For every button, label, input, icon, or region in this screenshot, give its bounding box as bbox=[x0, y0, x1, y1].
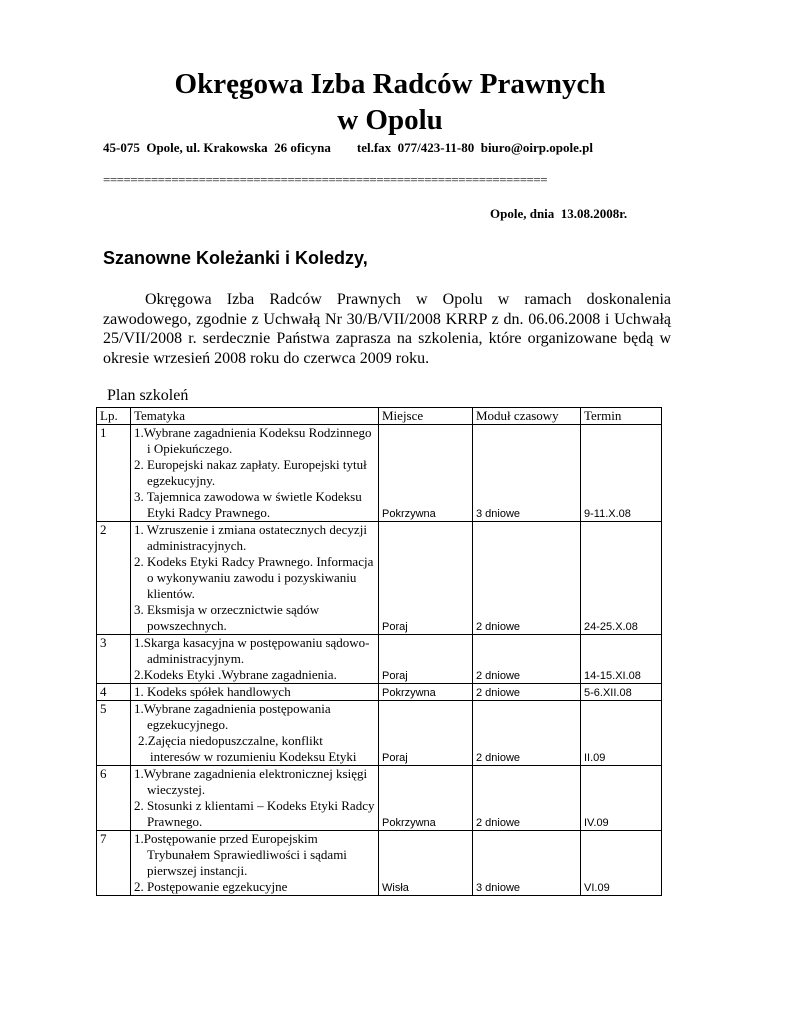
table-header-row bbox=[97, 408, 662, 425]
row-place: Wisła bbox=[379, 831, 473, 896]
row-topics bbox=[131, 522, 379, 635]
org-title-line2: w Opolu bbox=[337, 104, 443, 136]
row-place: Pokrzywna bbox=[379, 684, 473, 701]
row-lp: 5 bbox=[97, 701, 131, 766]
header-duration: Moduł czasowy bbox=[473, 408, 581, 425]
training-plan-table bbox=[96, 407, 662, 896]
topic-item: 1.Wybrane zagadnienia Kodeksu Rodzinnego i Opiekuńczego. bbox=[134, 425, 372, 456]
row-date: 9-11.X.08 bbox=[581, 425, 662, 522]
row-date: II.09 bbox=[581, 701, 662, 766]
org-title-line1: Okręgowa Izba Radców Prawnych bbox=[174, 68, 606, 100]
row-date: 24-25.X.08 bbox=[581, 522, 662, 635]
table-row bbox=[97, 425, 662, 522]
row-duration: 2 dniowe bbox=[473, 635, 581, 684]
row-topics bbox=[131, 766, 379, 831]
row-date: VI.09 bbox=[581, 831, 662, 896]
topic-item: 2.Kodeks Etyki .Wybrane zagadnienia. bbox=[134, 667, 337, 682]
row-duration: 3 dniowe bbox=[473, 831, 581, 896]
row-lp: 6 bbox=[97, 766, 131, 831]
row-duration: 2 dniowe bbox=[473, 766, 581, 831]
topic-item: 1.Skarga kasacyjna w postępowaniu sądowo-administracyjnym. bbox=[134, 635, 370, 666]
plan-title: Plan szkoleń bbox=[107, 387, 189, 404]
topic-item: 1. Kodeks spółek handlowych bbox=[134, 684, 291, 699]
topic-item: 1.Postępowanie przed Europejskim Trybunałem Sprawiedliwości i sądami pierwszej instancji. bbox=[134, 831, 347, 878]
topic-item: 3. Tajemnica zawodowa w świetle Kodeksu Etyki Radcy Prawnego. bbox=[134, 489, 362, 520]
row-date: 5-6.XII.08 bbox=[581, 684, 662, 701]
header-date: Termin bbox=[581, 408, 662, 425]
row-duration: 2 dniowe bbox=[473, 522, 581, 635]
topic-item: 2. Kodeks Etyki Radcy Prawnego. Informacja o wykonywaniu zawodu i pozyskiwaniu klientów. bbox=[134, 554, 374, 601]
row-place: Poraj bbox=[379, 701, 473, 766]
topic-item: 1.Wybrane zagadnienia postępowania egzekucyjnego. bbox=[134, 701, 331, 732]
topic-item: 2.Zajęcia niedopuszczalne, konflikt interesów w rozumieniu Kodeksu Etyki bbox=[138, 733, 357, 764]
letter-date: Opole, dnia 13.08.2008r. bbox=[490, 206, 628, 221]
row-duration: 2 dniowe bbox=[473, 684, 581, 701]
row-lp: 7 bbox=[97, 831, 131, 896]
header-place: Miejsce bbox=[379, 408, 473, 425]
letter-body: Okręgowa Izba Radców Prawnych w Opolu w ramach doskonalenia zawodowego, zgodnie z Uchwałą Nr 30/B/VII/2008 KRRP z dn. 06.06.2008 i Uchwałą 25/VII/2008 r. serdecznie Państwa zaprasza na szkolenia, które organizowane będą w okresie wrzesień 2008 roku do czerwca 2009 roku. bbox=[103, 291, 671, 367]
row-place: Poraj bbox=[379, 522, 473, 635]
row-place: Pokrzywna bbox=[379, 425, 473, 522]
row-topics bbox=[131, 635, 379, 684]
separator-line: ================================================================= bbox=[103, 172, 548, 187]
row-duration: 3 dniowe bbox=[473, 425, 581, 522]
row-topics bbox=[131, 425, 379, 522]
org-address: 45-075 Opole, ul. Krakowska 26 oficyna tel.fax 077/423-11-80 biuro@oirp.opole.pl bbox=[103, 140, 593, 155]
header-lp: Lp. bbox=[97, 408, 131, 425]
table-row bbox=[97, 766, 662, 831]
topic-item: 1.Wybrane zagadnienia elektronicznej księgi wieczystej. bbox=[134, 766, 368, 797]
topic-item: 2. Stosunki z klientami – Kodeks Etyki Radcy Prawnego. bbox=[134, 798, 375, 829]
topic-item: 2. Postępowanie egzekucyjne bbox=[134, 879, 288, 894]
row-topics bbox=[131, 684, 379, 701]
row-lp: 1 bbox=[97, 425, 131, 522]
row-lp: 4 bbox=[97, 684, 131, 701]
greeting: Szanowne Koleżanki i Koledzy, bbox=[103, 248, 368, 268]
row-topics bbox=[131, 701, 379, 766]
row-date: 14-15.XI.08 bbox=[581, 635, 662, 684]
table-row bbox=[97, 635, 662, 684]
table-row bbox=[97, 831, 662, 896]
row-topics bbox=[131, 831, 379, 896]
row-duration: 2 dniowe bbox=[473, 701, 581, 766]
table-row bbox=[97, 684, 662, 701]
topic-item: 2. Europejski nakaz zapłaty. Europejski tytuł egzekucyjny. bbox=[134, 457, 367, 488]
header-topic: Tematyka bbox=[131, 408, 379, 425]
row-date: IV.09 bbox=[581, 766, 662, 831]
table-row bbox=[97, 522, 662, 635]
row-lp: 2 bbox=[97, 522, 131, 635]
row-place: Pokrzywna bbox=[379, 766, 473, 831]
row-lp: 3 bbox=[97, 635, 131, 684]
topic-item: 1. Wzruszenie i zmiana ostatecznych decyzji administracyjnych. bbox=[134, 522, 367, 553]
row-place: Poraj bbox=[379, 635, 473, 684]
topic-item: 3. Eksmisja w orzecznictwie sądów powszechnych. bbox=[134, 602, 320, 633]
table-row bbox=[97, 701, 662, 766]
